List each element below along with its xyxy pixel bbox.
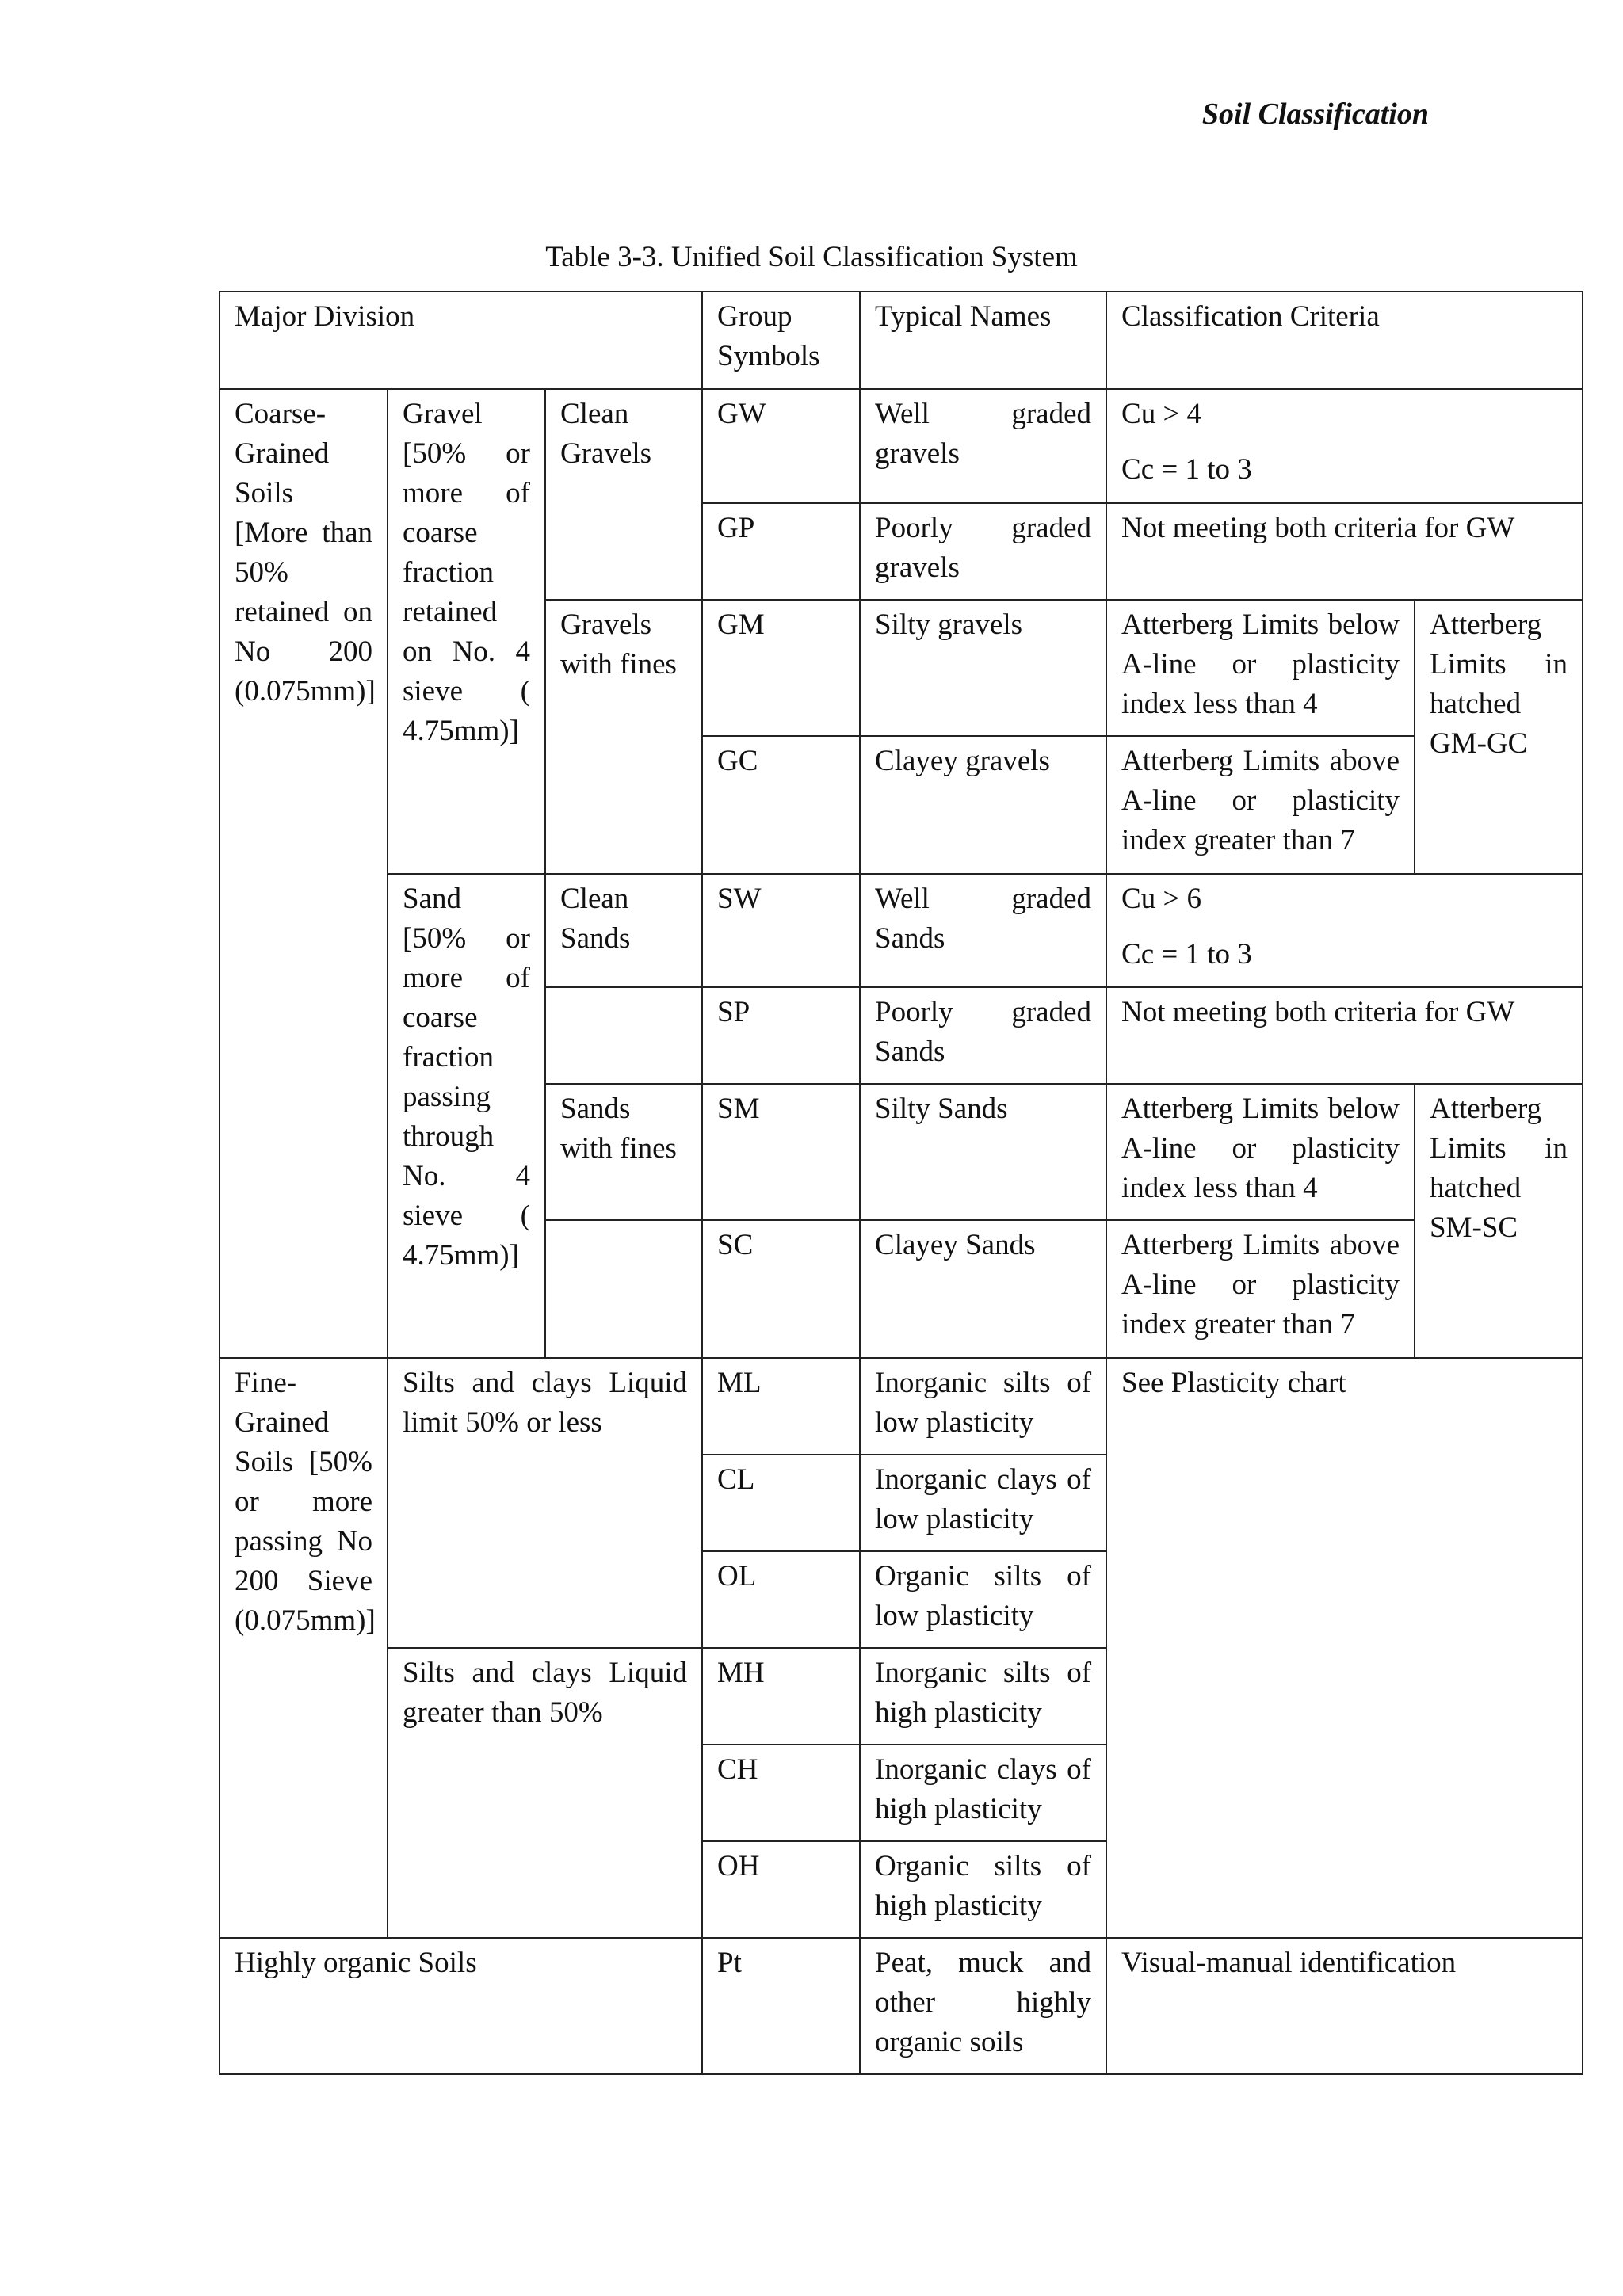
symbol-gc: GC — [702, 736, 860, 874]
name-ol: Organic silts of low plasticity — [860, 1551, 1106, 1648]
symbol-sp: SP — [702, 987, 860, 1084]
criteria-pt: Visual-manual identification — [1106, 1938, 1583, 2074]
criteria-gm: Atterberg Limits below A-line or plasticity index less than 4 — [1106, 600, 1415, 736]
header-major-division: Major Division — [220, 292, 702, 389]
symbol-gm: GM — [702, 600, 860, 736]
empty-cell — [545, 1220, 702, 1358]
name-ml: Inorganic silts of low plasticity — [860, 1358, 1106, 1455]
running-head: Soil Classification — [1201, 97, 1429, 131]
table-row — [220, 874, 1583, 987]
soil-classification-table — [219, 291, 1583, 2075]
criteria-sw — [1106, 874, 1583, 987]
symbol-sc: SC — [702, 1220, 860, 1358]
symbol-ml: ML — [702, 1358, 860, 1455]
criteria-gw-cc: Cc = 1 to 3 — [1121, 453, 1252, 486]
criteria-gw — [1106, 389, 1583, 503]
gravels-with-fines-label: Gravels with fines — [545, 600, 702, 874]
criteria-sw-cc: Cc = 1 to 3 — [1121, 938, 1252, 971]
criteria-gw-cu: Cu > 4 — [1121, 398, 1202, 430]
header-row — [220, 292, 1583, 389]
symbol-oh: OH — [702, 1841, 860, 1938]
criteria-sm: Atterberg Limits below A-line or plasticity index less than 4 — [1106, 1084, 1415, 1220]
name-sw: Well graded Sands — [860, 874, 1106, 987]
sands-with-fines-label: Sands with fines — [545, 1084, 702, 1220]
name-gw: Well graded gravels — [860, 389, 1106, 503]
table-caption: Table 3-3. Unified Soil Classification System — [545, 241, 1078, 273]
clean-sands-label: Clean Sands — [545, 874, 702, 987]
name-pt: Peat, muck and other highly organic soils — [860, 1938, 1106, 2074]
header-group-symbols: Group Symbols — [702, 292, 860, 389]
clean-gravels-label: Clean Gravels — [545, 389, 702, 600]
symbol-gw: GW — [702, 389, 860, 503]
criteria-gc: Atterberg Limits above A-line or plasticity index greater than 7 — [1106, 736, 1415, 874]
empty-cell — [545, 987, 702, 1084]
table-row — [220, 1358, 1583, 1455]
symbol-mh: MH — [702, 1648, 860, 1745]
name-sp: Poorly graded Sands — [860, 987, 1106, 1084]
header-typical-names: Typical Names — [860, 292, 1106, 389]
symbol-cl: CL — [702, 1455, 860, 1551]
symbol-gp: GP — [702, 503, 860, 600]
name-cl: Inorganic clays of low plasticity — [860, 1455, 1106, 1551]
name-mh: Inorganic silts of high plasticity — [860, 1648, 1106, 1745]
criteria-sm-sc-hatched: Atterberg Limits in hatched SM-SC — [1415, 1084, 1583, 1358]
symbol-ch: CH — [702, 1745, 860, 1841]
symbol-sw: SW — [702, 874, 860, 987]
fine-grained-label: Fine-Grained Soils [50% or more passing No 200 Sieve (0.075mm)] — [220, 1358, 388, 1938]
name-sc: Clayey Sands — [860, 1220, 1106, 1358]
high-liquid-limit-label: Silts and clays Liquid greater than 50% — [388, 1648, 702, 1938]
sand-label: Sand [50% or more of coarse fraction passing through No. 4 sieve ( 4.75mm)] — [388, 874, 545, 1358]
criteria-gm-gc-hatched: Atterberg Limits in hatched GM-GC — [1415, 600, 1583, 874]
table-row — [220, 1938, 1583, 2074]
criteria-plasticity-chart: See Plasticity chart — [1106, 1358, 1583, 1938]
header-criteria: Classification Criteria — [1106, 292, 1583, 389]
name-gp: Poorly graded gravels — [860, 503, 1106, 600]
name-gc: Clayey gravels — [860, 736, 1106, 874]
symbol-sm: SM — [702, 1084, 860, 1220]
criteria-sc: Atterberg Limits above A-line or plasticity index greater than 7 — [1106, 1220, 1415, 1358]
name-ch: Inorganic clays of high plasticity — [860, 1745, 1106, 1841]
symbol-ol: OL — [702, 1551, 860, 1648]
table-row — [220, 389, 1583, 503]
symbol-pt: Pt — [702, 1938, 860, 2074]
name-sm: Silty Sands — [860, 1084, 1106, 1220]
gravel-label: Gravel [50% or more of coarse fraction retained on No. 4 sieve ( 4.75mm)] — [388, 389, 545, 874]
coarse-grained-label: Coarse-Grained Soils [More than 50% retained on No 200 (0.075mm)] — [220, 389, 388, 1358]
criteria-gp: Not meeting both criteria for GW — [1106, 503, 1583, 600]
name-oh: Organic silts of high plasticity — [860, 1841, 1106, 1938]
highly-organic-label: Highly organic Soils — [220, 1938, 702, 2074]
criteria-sp: Not meeting both criteria for GW — [1106, 987, 1583, 1084]
low-liquid-limit-label: Silts and clays Liquid limit 50% or less — [388, 1358, 702, 1648]
criteria-sw-cu: Cu > 6 — [1121, 883, 1202, 915]
name-gm: Silty gravels — [860, 600, 1106, 736]
